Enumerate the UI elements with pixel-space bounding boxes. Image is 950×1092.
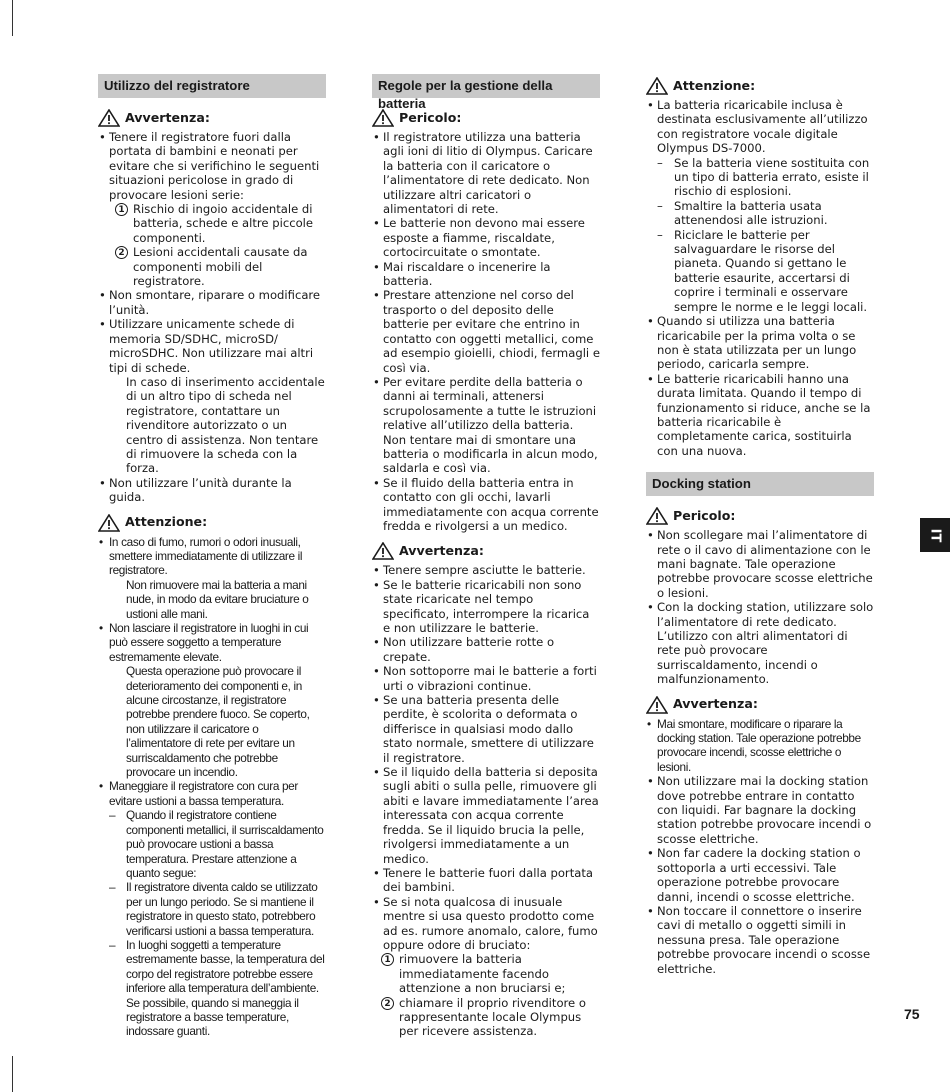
list-item: • Le batterie ricaricabili hanno una durata limitata. Quando il tempo di funzionamento si riduce, anche se la batteria ricaricabile è completamente carica, sostituirla con una nuova. (646, 372, 874, 458)
list-item: • Prestare attenzione nel corso del trasporto o del deposito delle batterie per evitare che entrino in contatto con oggetti metallici, come ad esempio gioielli, chiodi, fermagli e così via. (372, 288, 600, 374)
warning-list (372, 563, 600, 1038)
column-2 (372, 74, 600, 1039)
list-item: • Non sottoporre mai le batterie a forti urti o vibrazioni continue. (372, 664, 600, 693)
list-item: • Se il fluido della batteria entra in contatto con gli occhi, lavarli immediatamente con acqua corrente fredda e rivolgersi a un medico. (372, 476, 600, 534)
list-item: • Tenere sempre asciutte le batterie. (372, 563, 600, 577)
warning-triangle-icon (98, 514, 120, 532)
dash-item: – Smaltire la batteria usata attenendosi alle istruzioni. (657, 199, 874, 228)
section-title-docking: Docking station (646, 472, 874, 496)
dash-item: – In luoghi soggetti a temperature estremamente basse, la temperatura del corpo del registratore potrebbe essere inferiore alla temperatura dell’ambiente. Se possibile, quando si maneggia il registratore a basse temperature, indossare guanti. (109, 938, 326, 1039)
warning-heading: Avvertenza: (372, 541, 600, 561)
list-item: • Non far cadere la docking station o sottoporla a urti eccessivi. Tale operazione potrebbe provocare danni, incendi o scosse elettriche. (646, 846, 874, 904)
warning-triangle-icon (372, 542, 394, 560)
column-3 (646, 76, 874, 976)
list-item: • Utilizzare unicamente schede di memoria SD/SDHC, microSD/ microSDHC. Non utilizzare mai altri tipi di schede. In caso di inserimento accidentale di un altro tipo di scheda nel registratore, contattare un rivenditore autorizzato o un centro di assistenza. Non tentare di rimuovere la scheda con la forza. (98, 317, 326, 475)
list-item: • Se una batteria presenta delle perdite, è scolorita o deformata o differisce in qualsiasi modo dallo stato normale, smettere di utilizzare il registratore. (372, 693, 600, 765)
list-item: • Non toccare il connettore o inserire cavi di metallo o oggetti simili in nessuna presa. Tale operazione potrebbe provocare incendi o scosse elettriche. (646, 904, 874, 976)
list-item: • Tenere le batterie fuori dalla portata dei bambini. (372, 866, 600, 895)
section-title-batteria: Regole per la gestione della batteria (372, 74, 600, 98)
note-text: Questa operazione può provocare il deterioramento dei componenti e, in alcune circostanze, il registratore potrebbe prendere fuoco. Se coperto, non utilizzare il caricatore o l’alimentatore di rete per evitare un surriscaldamento che potrebbe provocare un incendio. (126, 664, 310, 780)
page-number: 75 (904, 1006, 920, 1022)
danger-list (646, 528, 874, 686)
caution-list (98, 535, 326, 1039)
language-tab: IT (920, 518, 950, 552)
caution-list (646, 98, 874, 458)
danger-heading: Pericolo: (646, 506, 874, 526)
list-item: • Non smontare, riparare o modificare l’unità. (98, 288, 326, 317)
list-item: • Mai riscaldare o incenerire la batteria. (372, 260, 600, 289)
warning-triangle-icon (646, 507, 668, 525)
warning-triangle-icon (646, 77, 668, 95)
note-text: In caso di inserimento accidentale di un altro tipo di scheda nel registratore, contattare un rivenditore autorizzato o un centro di assistenza. Non tentare di rimuovere la scheda con la forza. (126, 374, 325, 476)
list-item: • Non scollegare mai l’alimentatore di rete o il cavo di alimentazione con le mani bagnate. Tale operazione potrebbe provocare scosse elettriche o lesioni. (646, 528, 874, 600)
warning-heading: Avvertenza: (98, 108, 326, 128)
warning-triangle-icon (646, 696, 668, 714)
danger-list (372, 130, 600, 533)
list-item: • Se si nota qualcosa di inusuale mentre si usa questo prodotto come ad es. rumore anomalo, calore, fumo oppure odore di bruciato: 1 rimuovere la batteria immediatamente facendo attenzione a non bruciarsi e; 2 chiamare il proprio rivenditore o rappresentante locale Olympus per ricevere assistenza. (372, 895, 600, 1039)
numbered-item: 2 Lesioni accidentali causate da componenti mobili del registratore. (115, 245, 326, 288)
dash-item: – Riciclare le batterie per salvaguardare le risorse del pianeta. Quando si gettano le batterie esaurite, accertarsi di coprire i terminali e osservare sempre le norme e le leggi locali. (657, 228, 874, 314)
caution-heading: Attenzione: (98, 513, 326, 533)
list-item: • Le batterie non devono mai essere esposte a fiamme, riscaldate, cortocircuitate o smontate. (372, 216, 600, 259)
list-item: • La batteria ricaricabile inclusa è destinata esclusivamente all’utilizzo con registratore vocale digitale Olympus DS-7000. – Se la batteria viene sostituita con un tipo di batteria errato, esiste il rischio di esplosioni. – Smaltire la batteria usata attenendosi alle istruzioni. – Riciclare le batterie per salvaguardare le risorse del pianeta. Quando si gettano le batterie esaurite, accertarsi di coprire i terminali e osservare sempre le norme e le leggi locali. (646, 98, 874, 314)
list-item: • Non lasciare il registratore in luoghi in cui può essere soggetto a temperature estremamente elevate. Questa operazione può provocare il deterioramento dei componenti e, in alcune circostanze, il registratore potrebbe prendere fuoco. Se coperto, non utilizzare il caricatore o l’alimentatore di rete per evitare un surriscaldamento che potrebbe provocare un incendio. (98, 621, 326, 779)
numbered-item: 1 Rischio di ingoio accidentale di batteria, schede e altre piccole componenti. (115, 202, 326, 245)
list-item: • Quando si utilizza una batteria ricaricabile per la prima volta o se non è stata utilizzata per un lungo periodo, caricarla sempre. (646, 314, 874, 372)
list-item: • Non utilizzare batterie rotte o crepate. (372, 635, 600, 664)
list-item: • Se il liquido della batteria si deposita sugli abiti o sulla pelle, rimuovere gli abiti e lavare immediatamente l’area interessata con acqua corrente fredda. Se il liquido brucia la pelle, rivolgersi immediatamente a un medico. (372, 765, 600, 866)
list-item: • Non utilizzare l’unità durante la guida. (98, 476, 326, 505)
warning-triangle-icon (98, 109, 120, 127)
list-item: • Con la docking station, utilizzare solo l’alimentatore di rete dedicato. L’utilizzo con altri alimentatori di rete può provocare surriscaldamento, incendi o malfunzionamento. (646, 600, 874, 686)
list-item: • Il registratore utilizza una batteria agli ioni di litio di Olympus. Caricare la batteria con il caricatore o l’alimentatore di rete dedicato. Non utilizzare altri caricatori o alimentatori di rete. (372, 130, 600, 216)
caution-heading: Attenzione: (646, 76, 874, 96)
list-item: • Non utilizzare mai la docking station dove potrebbe entrare in contatto con liquidi. Far bagnare la docking station potrebbe provocare incendi o scosse elettriche. (646, 774, 874, 846)
list-item: • Mai smontare, modificare o riparare la docking station. Tale operazione potrebbe provocare incendi, scosse elettriche o lesioni. (646, 717, 874, 775)
crop-mark-top (12, 0, 13, 36)
dash-item: – Se la batteria viene sostituita con un tipo di batteria errato, esiste il rischio di esplosioni. (657, 156, 874, 199)
warning-list (646, 717, 874, 976)
numbered-item: 2 chiamare il proprio rivenditore o rappresentante locale Olympus per ricevere assistenza. (381, 996, 600, 1039)
warning-heading: Avvertenza: (646, 695, 874, 715)
warning-triangle-icon (372, 109, 394, 127)
crop-mark-bottom (12, 1056, 13, 1092)
column-1 (98, 74, 326, 1039)
section-title-registratore: Utilizzo del registratore (98, 74, 326, 98)
numbered-item: 1 rimuovere la batteria immediatamente facendo attenzione a non bruciarsi e; (381, 952, 600, 995)
list-item: • Maneggiare il registratore con cura per evitare ustioni a bassa temperatura. – Quando il registratore contiene componenti metallici, il surriscaldamento può provocare ustioni a bassa temperatura. Prestare attenzione a quanto segue: – Il registratore diventa caldo se utilizzato per un lungo periodo. Se si mantiene il registratore in questo stato, potrebbero verificarsi ustioni a bassa temperatura. – In luoghi soggetti a temperature estremamente basse, la temperatura del corpo del registratore potrebbe essere inferiore alla temperatura dell’ambiente. Se possibile, quando si maneggia il registratore a basse temperature, indossare guanti. (98, 779, 326, 1038)
dash-item: – Il registratore diventa caldo se utilizzato per un lungo periodo. Se si mantiene il registratore in questo stato, potrebbero verificarsi ustioni a bassa temperatura. (109, 880, 326, 938)
dash-item: – Quando il registratore contiene componenti metallici, il surriscaldamento può provocare ustioni a bassa temperatura. Prestare attenzione a quanto segue: (109, 808, 326, 880)
list-item: • Per evitare perdite della batteria o danni ai terminali, attenersi scrupolosamente a tutte le istruzioni relative all’utilizzo della batteria. Non tentare mai di smontare una batteria o modificarla in alcun modo, saldarla e così via. (372, 375, 600, 476)
warning-list (98, 130, 326, 505)
danger-heading: Pericolo: (372, 108, 600, 128)
note-text: Non rimuovere mai la batteria a mani nude, in modo da evitare bruciature o ustioni alle mani. (126, 577, 309, 621)
list-item: • In caso di fumo, rumori o odori inusuali, smettere immediatamente di utilizzare il registratore. Non rimuovere mai la batteria a mani nude, in modo da evitare bruciature o ustioni alle mani. (98, 535, 326, 621)
list-item: • Tenere il registratore fuori dalla portata di bambini e neonati per evitare che si verifichino le seguenti situazioni pericolose in grado di provocare lesioni serie: 1 Rischio di ingoio accidentale di batteria, schede e altre piccole componenti. 2 Lesioni accidentali causate da componenti mobili del registratore. (98, 130, 326, 288)
list-item: • Se le batterie ricaricabili non sono state ricaricate nel tempo specificato, interrompere la ricarica e non utilizzare le batterie. (372, 578, 600, 636)
